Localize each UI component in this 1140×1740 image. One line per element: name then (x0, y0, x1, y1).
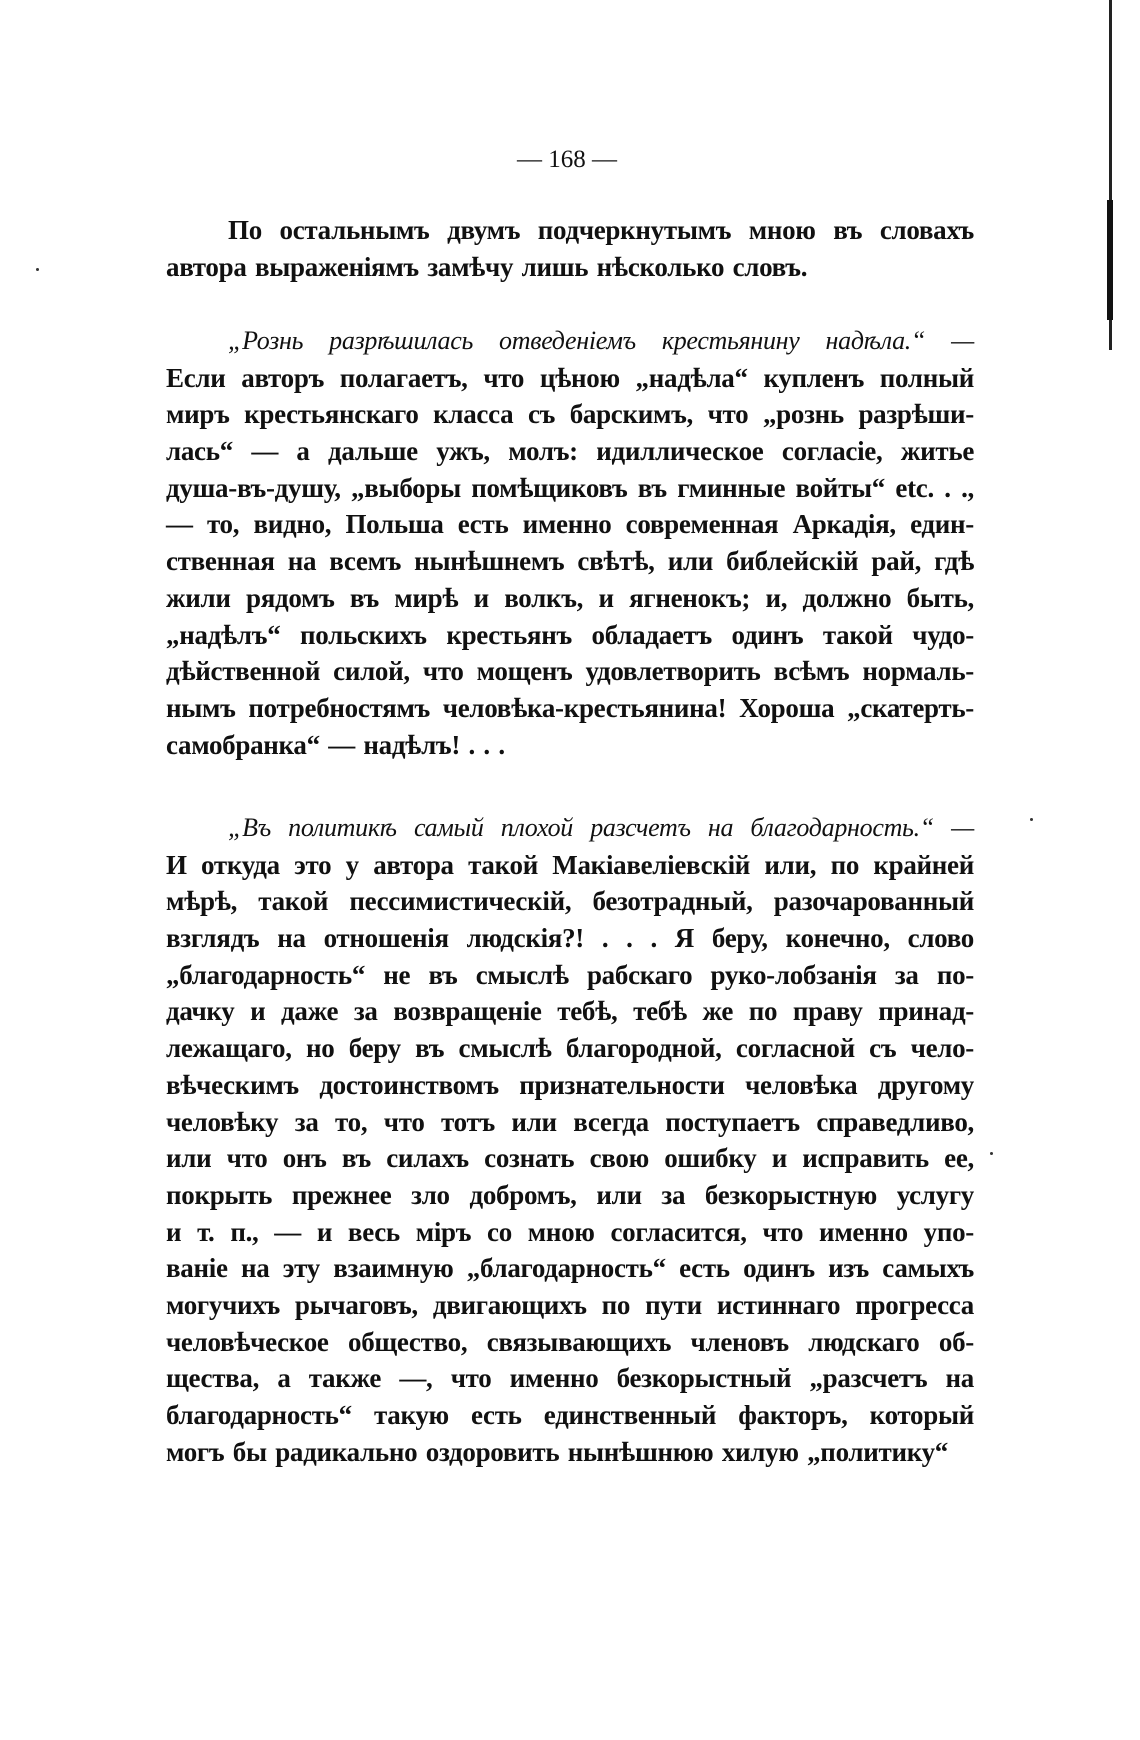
text-line: лежащаго, но беру въ смыслѣ благородной, согласной съ чело- (166, 1033, 974, 1064)
text-line: жили рядомъ въ мирѣ и волкъ, и ягненокъ; и, должно быть, (166, 582, 974, 613)
paragraph-2 (166, 323, 974, 763)
text-line: взглядъ на отношенiя людскiя?! . . . Я беру, конечно, слово (166, 923, 974, 954)
text-line: душа-въ-душу, „выборы помѣщиковъ въ гминные войты“ etc. . ., (166, 472, 974, 503)
text-line: И откуда это у автора такой Макiавелiевскiй или, по крайней (166, 849, 974, 880)
text-line: могучихъ рычаговъ, двигающихъ по пути истиннаго прогресса (166, 1289, 974, 1320)
text-line: нымъ потребностямъ человѣка-крестьянина! Хороша „скатерть- (166, 692, 974, 723)
paragraph-3 (166, 810, 974, 1470)
text-line: мѣрѣ, такой пессимистическiй, безотрадный, разочарованный (166, 886, 974, 917)
text-line: покрыть прежнее зло добромъ, или за безкорыстную услугу (166, 1179, 974, 1210)
text-line: или что онъ въ силахъ сознать свою ошибку и исправить ее, (166, 1143, 974, 1174)
text-line: „благодарность“ не въ смыслѣ рабскаго руко-лобзанiя за по- (166, 959, 974, 990)
paragraph-1 (166, 212, 974, 285)
text-line: По остальнымъ двумъ подчеркнутымъ мною въ словахъ (228, 215, 974, 245)
text-line: вѣческимъ достоинствомъ признательности человѣка другому (166, 1069, 974, 1100)
text-line: Если авторъ полагаетъ, что цѣною „надѣла“ купленъ полный (166, 362, 974, 393)
text-line: самобранка“ — надѣлъ! . . . (166, 729, 505, 760)
text-line: могъ бы радикально оздоровить нынѣшнюю хилую „политику“ (166, 1436, 949, 1467)
text-line: ванiе на эту взаимную „благодарность“ есть одинъ изъ самыхъ (166, 1253, 974, 1284)
quoted-phrase: „Въ политикѣ самый плохой разсчетъ на благодарность.“ — (228, 813, 974, 842)
text-line: благодарность“ такую есть единственный факторъ, который (166, 1400, 974, 1430)
scan-speck (990, 1152, 993, 1155)
text-line: дачку и даже за возвращенiе тебѣ, тебѣ же по праву принад- (166, 996, 974, 1027)
scan-speck (36, 268, 39, 271)
page-number: — 168 — (517, 146, 617, 173)
text-line: человѣческое общество, связывающихъ членовъ людскаго об- (166, 1326, 974, 1357)
quoted-phrase: „Рознь разрѣшилась отведенiемъ крестьянину надѣла.“ — (228, 326, 974, 355)
text-line: щества, а также —, что именно безкорыстный „разсчетъ на (166, 1363, 974, 1394)
text-line: „надѣлъ“ польскихъ крестьянъ обладаетъ одинъ такой чудо- (166, 619, 974, 650)
text-line: человѣку за то, что тотъ или всегда поступаетъ справедливо, (166, 1106, 974, 1137)
text-line: — то, видно, Польша есть именно современная Аркадiя, един- (166, 509, 974, 540)
text-line: автора выраженiямъ замѣчу лишь нѣсколько словъ. (166, 251, 808, 282)
text-line: дѣйственной силой, что мощенъ удовлетворить всѣмъ нормаль- (166, 656, 974, 687)
text-line: ственная на всемъ нынѣшнемъ свѣтѣ, или библейскiй рай, гдѣ (166, 546, 974, 577)
scan-edge-mark-thick (1107, 200, 1113, 320)
scan-speck (1030, 818, 1033, 821)
text-line: лась“ — а дальше ужъ, молъ: идиллическое согласiе, житье (166, 436, 974, 467)
text-line: миръ крестьянскаго класса съ барскимъ, что „рознь разрѣши- (166, 399, 974, 430)
text-line: и т. п., — и весь мiръ со мною согласится, что именно упо- (166, 1216, 974, 1247)
